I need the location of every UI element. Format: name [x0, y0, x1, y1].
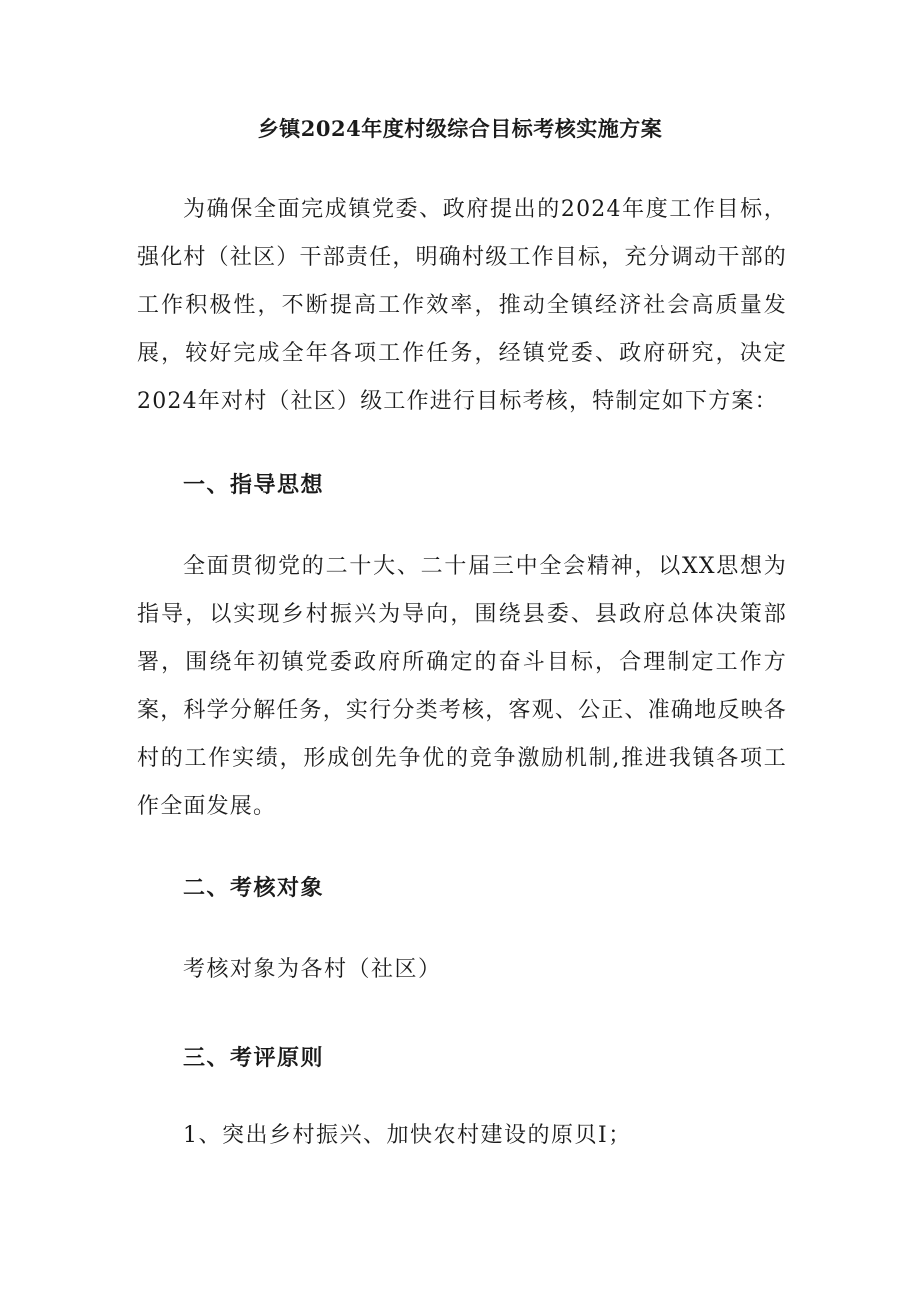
section-heading-evaluation-principles: 三、考评原则 — [183, 1045, 325, 1071]
section-heading-guiding-thought: 一、指导思想 — [183, 472, 325, 498]
principle-item: 1、突出乡村振兴、加快农村建设的原贝I； — [183, 1123, 632, 1148]
intro-paragraph: 为确保全面完成镇党委、政府提出的2024年度工作目标，强化村（社区）干部责任，明确村级工作目标，充分调动干部的工作积极性，不断提高工作效率，推动全镇经济社会高质量发展，较好完成全年各项工作任务，经镇党委、政府研究，决定2024年对村（社区）级工作进行目标考核，特制定如下方案： — [137, 197, 787, 414]
guiding-thought-paragraph: 全面贯彻党的二十大、二十届三中全会精神，以XX思想为指导，以实现乡村振兴为导向，围绕县委、县政府总体决策部署，围绕年初镇党委政府所确定的奋斗目标，合理制定工作方案，科学分解任务，实行分类考核，客观、公正、准确地反映各村的工作实绩，形成创先争优的竞争激励机制,推进我镇各项工作全面发展。 — [137, 554, 787, 819]
section-heading-assessment-target: 二、考核对象 — [183, 875, 325, 901]
document-title: 乡镇2024年度村级综合目标考核实施方案 — [257, 116, 663, 141]
assessment-target-text: 考核对象为各村（社区） — [183, 957, 442, 982]
